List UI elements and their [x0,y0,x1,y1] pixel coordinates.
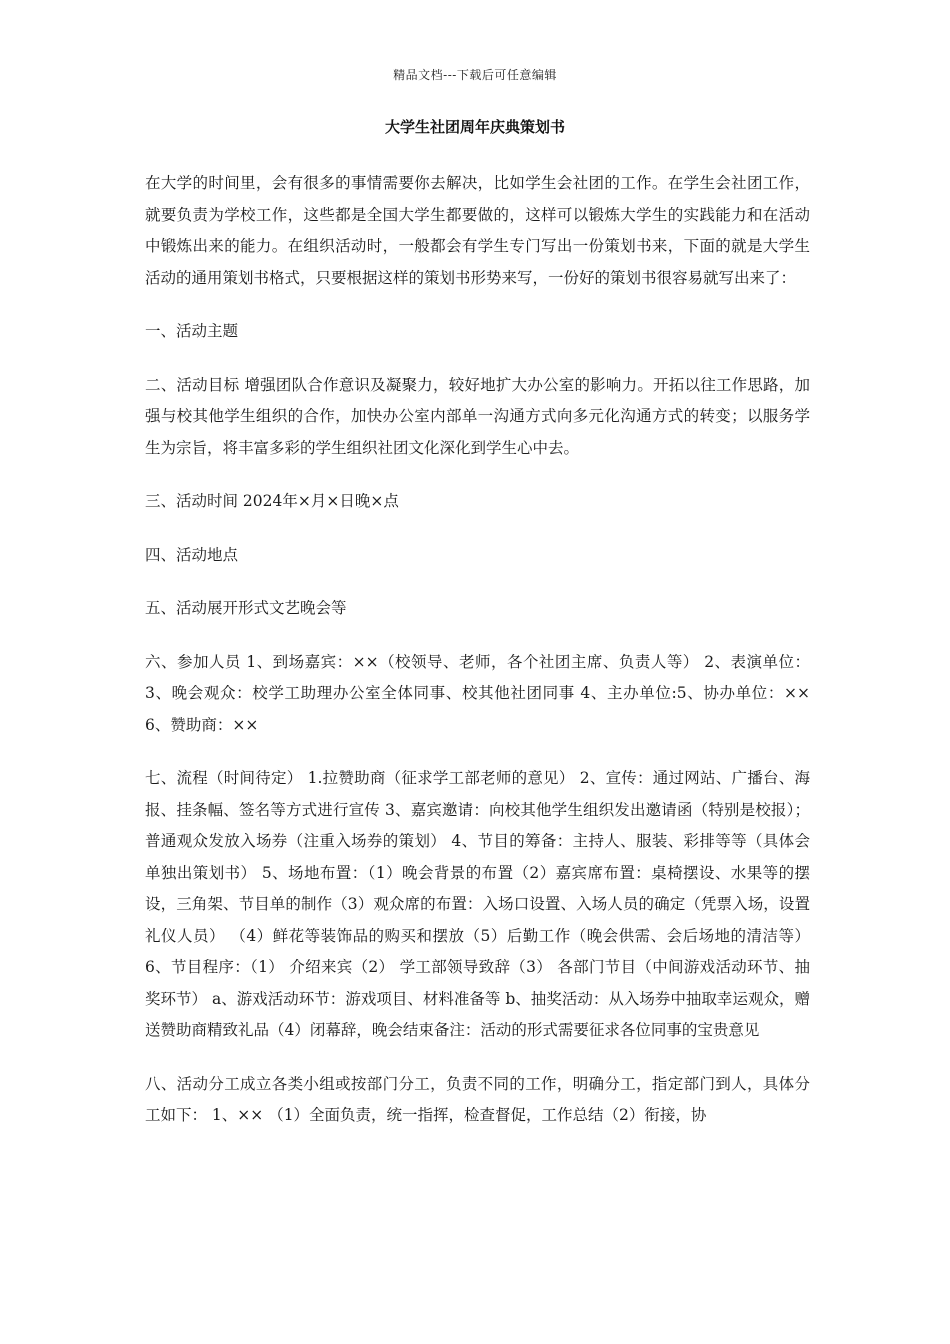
paragraph-goal: 二、活动目标 增强团队合作意识及凝聚力，较好地扩大办公室的影响力。开拓以往工作思路，加强与校其他学生组织的合作，加快办公室内部单一沟通方式向多元化沟通方式的转变；以服务学生为宗旨，将丰富多彩的学生组织社团文化深化到学生心中去。 [145,375,810,457]
paragraph-format: 五、活动展开形式文艺晚会等 [145,599,347,617]
paragraph-location: 四、活动地点 [145,545,239,564]
header-note: 精品文档---下载后可任意编辑 [393,68,557,82]
paragraph-participants: 六、参加人员 1、到场嘉宾：××（校领导、老师，各个社团主席、负责人等） 2、表演单位：3、晚会观众：校学工助理办公室全体同事、校其他社团同事 4、主办单位:5、协办单位：×× 6、赞助商：×× [145,652,810,734]
paragraph-division: 八、活动分工成立各类小组或按部门分工，负责不同的工作，明确分工，指定部门到人，具体分工如下： 1、×× （1）全面负责，统一指挥，检查督促，工作总结（2）衔接，协 [145,1074,810,1124]
paragraph-theme: 一、活动主题 [145,322,239,340]
document-title: 大学生社团周年庆典策划书 [384,118,565,136]
document-body [145,168,810,1154]
paragraph-process: 七、流程（时间待定） 1.拉赞助商（征求学工部老师的意见） 2、宣传：通过网站、广播台、海报、挂条幅、签名等方式进行宣传 3、嘉宾邀请：向校其他学生组织发出邀请函（特别是校报）；普通观众发放入场券（注重入场券的策划） 4、节目的筹备：主持人、服装、彩排等等（具体会单独出策划书） 5、场地布置：（1）晚会背景的布置（2）嘉宾席布置：桌椅摆设、水果等的摆设，三角架、节目单的制作（3）观众席的布置：入场口设置、入场人员的确定（凭票入场，设置礼仪人员） （4）鲜花等装饰品的购买和摆放（5）后勤工作（晚会供需、会后场地的清洁等） 6、节目程序：（1） 介绍来宾（2） 学工部领导致辞（3） 各部门节目（中间游戏活动环节、抽奖环节） a、游戏活动环节：游戏项目、材料准备等 b、抽奖活动：从入场券中抽取幸运观众，赠送赞助商精致礼品（4）闭幕辞，晚会结束备注：活动的形式需要征求各位同事的宝贵意见 [145,769,810,1039]
paragraph-intro: 在大学的时间里，会有很多的事情需要你去解决，比如学生会社团的工作。在学生会社团工作，就要负责为学校工作，这些都是全国大学生都要做的，这样可以锻炼大学生的实践能力和在活动中锻炼出来的能力。在组织活动时，一般都会有学生专门写出一份策划书来，下面的就是大学生活动的通用策划书格式，只要根据这样的策划书形势来写，一份好的策划书很容易就写出来了： [145,174,810,287]
paragraph-time: 三、活动时间 2024年×月×日晚×点 [145,492,399,510]
